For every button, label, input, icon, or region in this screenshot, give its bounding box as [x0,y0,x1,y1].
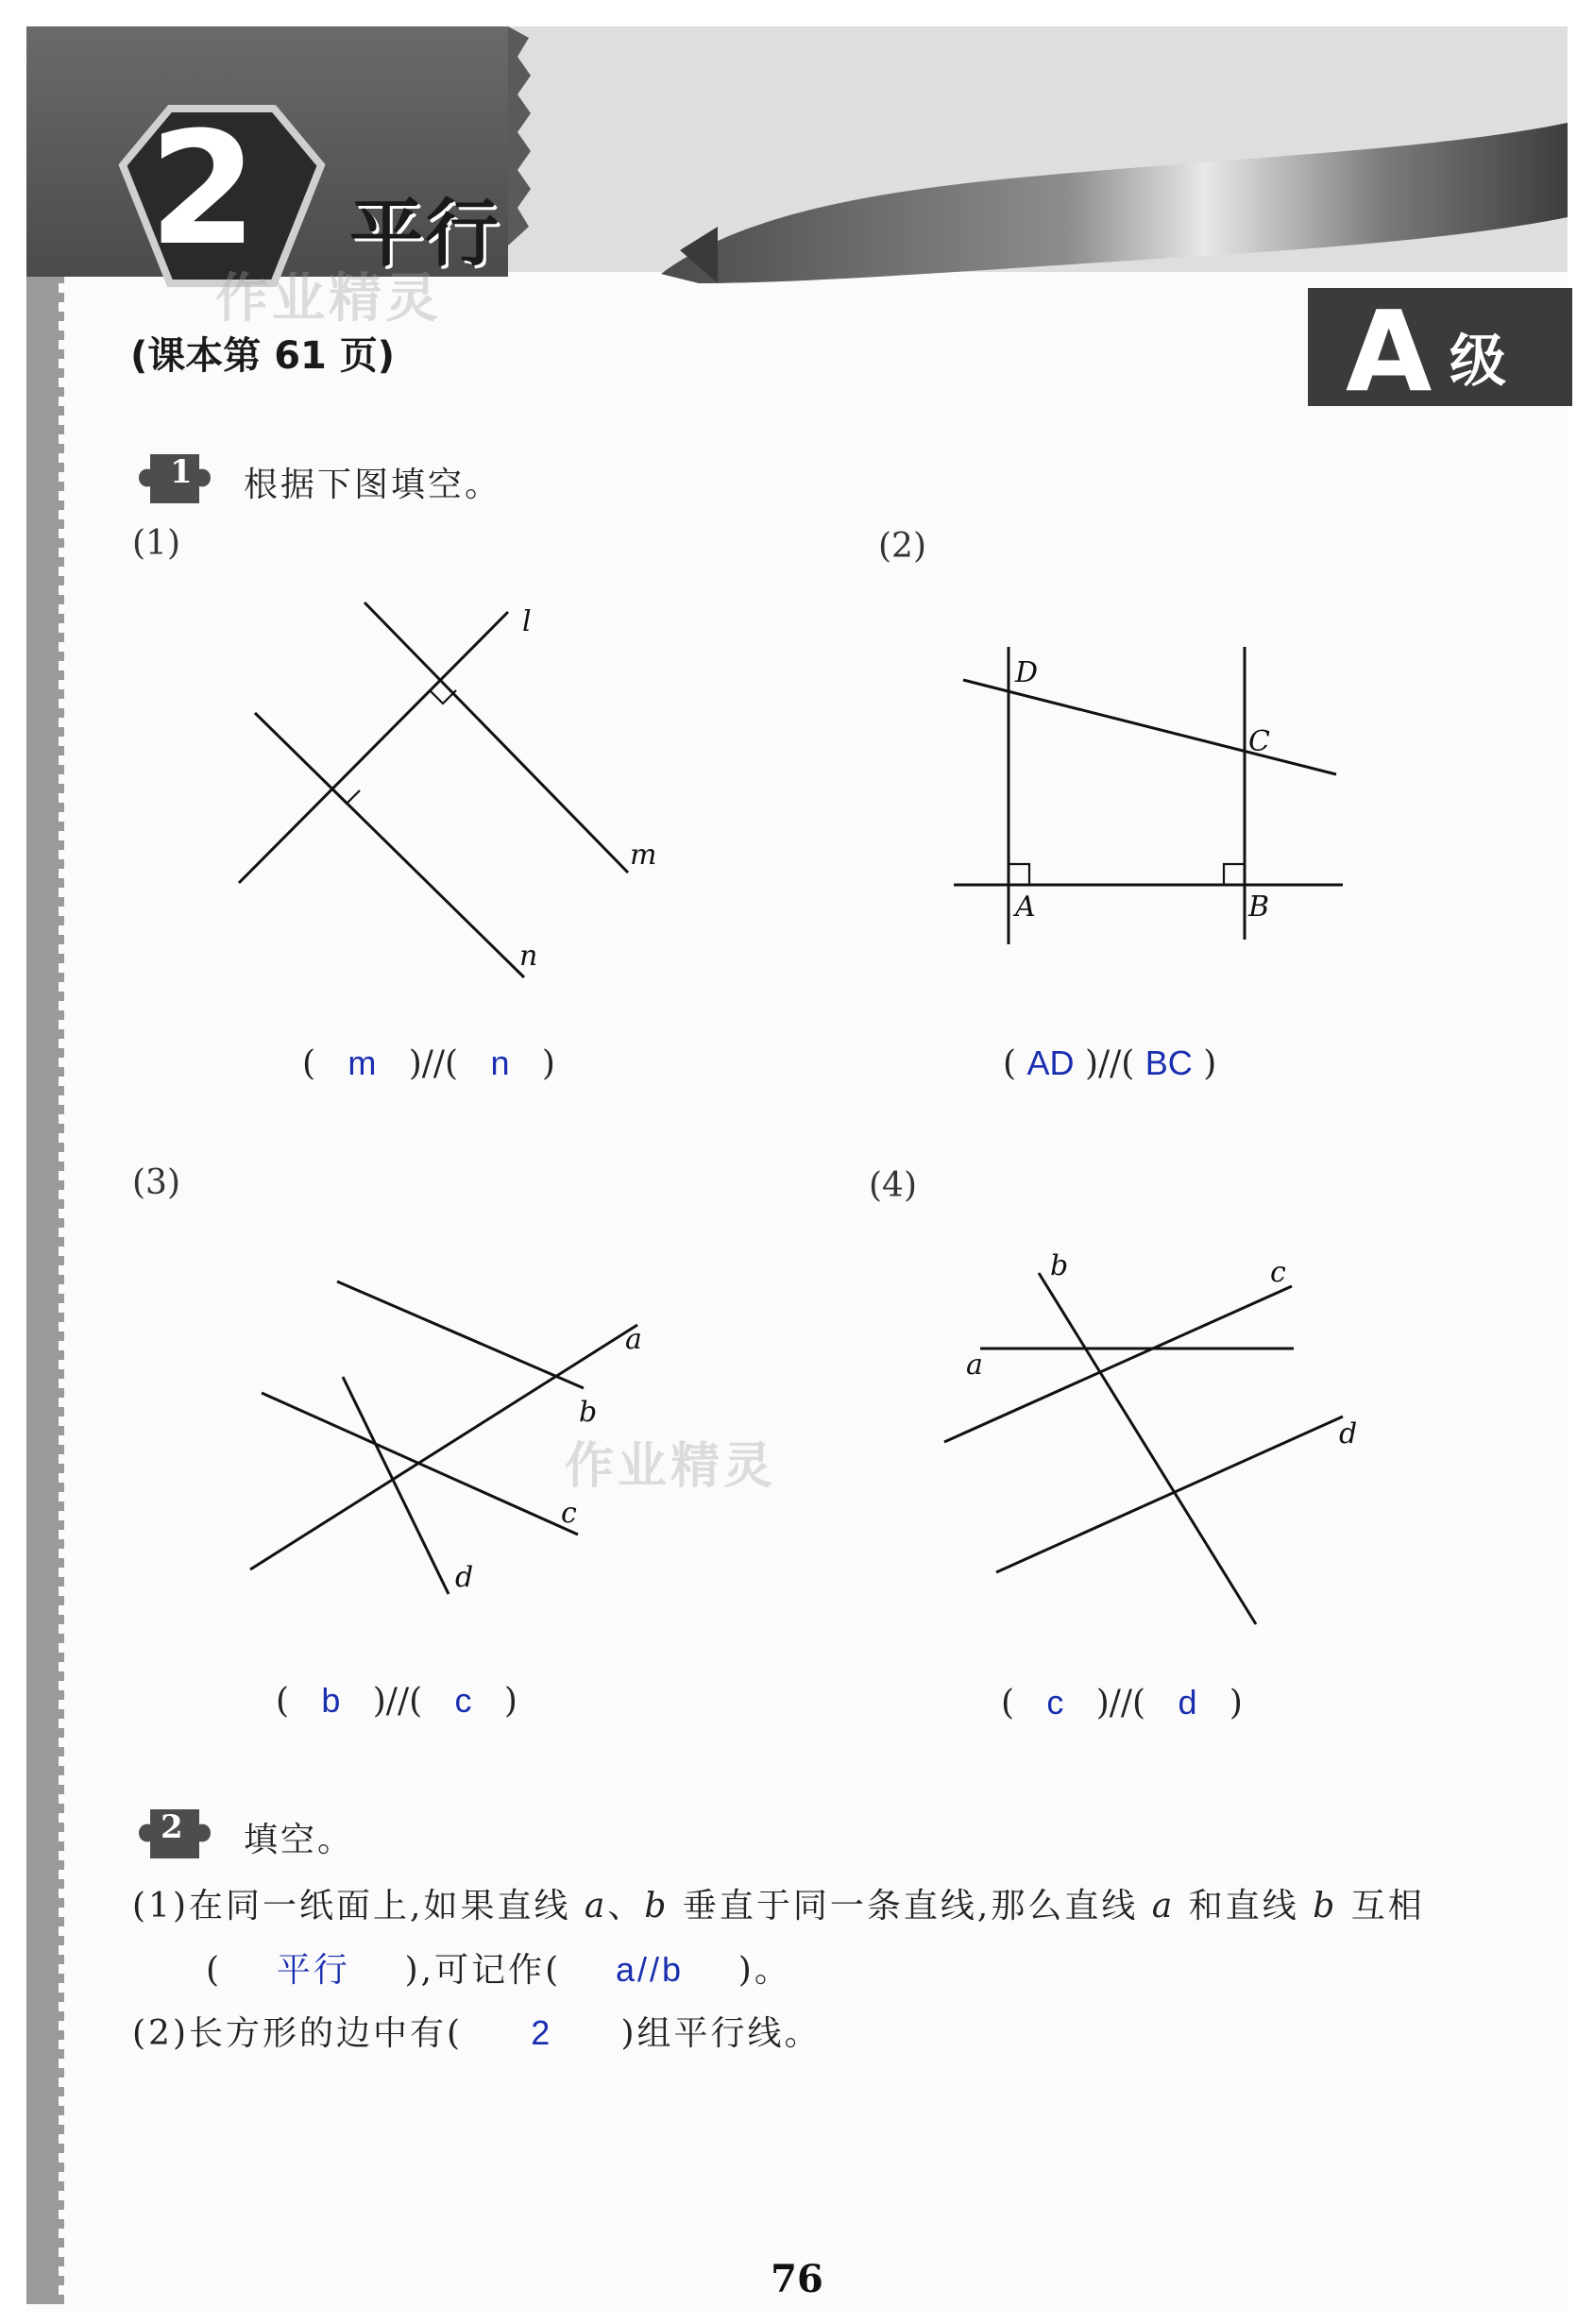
answer-figure-3: ( b )//( c ) [276,1681,517,1721]
answer-3b: c [454,1681,472,1720]
label-b4: b [1050,1249,1069,1282]
right-angle-mark-a [1009,864,1029,885]
label-d4: d [1339,1417,1358,1450]
figure-label-1: (1) [132,524,180,563]
label-l: l [522,605,532,638]
figure-label-4: (4) [869,1166,917,1205]
answer-figure-2: ( AD )//( BC ) [1003,1043,1217,1083]
answer-q2: 2 [531,2013,553,2052]
label-m: m [630,839,657,872]
right-angle-mark-b [1224,864,1245,885]
label-a: a [625,1323,642,1356]
label-n: n [519,940,538,973]
label-c: C [1248,725,1270,758]
line-n [255,713,524,977]
line-dc [963,680,1336,774]
answer-4b: d [1178,1683,1197,1722]
label-a: A [1015,891,1036,924]
answer-1a: m [348,1043,377,1082]
label-b: b [579,1396,598,1429]
label-a4: a [966,1349,983,1382]
label-c: c [561,1497,577,1530]
chapter-number: 2 [148,98,258,280]
answer-figure-4: ( c )//( d ) [1001,1683,1243,1722]
answer-1b: n [490,1043,510,1082]
label-d: D [1015,656,1039,689]
level-letter: A [1346,286,1433,416]
line-m [365,602,628,873]
chapter-title: 平行 [349,192,501,277]
label-c4: c [1270,1256,1286,1289]
line-b [337,1281,584,1388]
question-1-line-2: ( 平行 ),可记作( a//b )。 [206,1950,791,1990]
answer-q1-parallel: 平行 [276,1950,350,1989]
figure-label-3: (3) [132,1163,180,1202]
label-b: B [1248,891,1270,924]
figure-label-2: (2) [878,527,926,566]
line-l [239,612,508,883]
watermark-top: 作业精灵 [215,268,442,330]
answer-figure-1: ( m )//( n ) [302,1043,555,1083]
watermark-middle: 作业精灵 [565,1438,777,1495]
exercise-instruction-2: 填空。 [244,1821,355,1859]
answer-3a: b [321,1681,341,1720]
line-c [262,1393,578,1535]
exercise-number-2: 2 [161,1808,183,1846]
line-d4 [996,1416,1343,1572]
line-d [343,1377,449,1594]
answer-q1-notation: a//b [615,1950,684,1989]
exercise-instruction: 根据下图填空。 [244,466,502,504]
question-2: (2)长方形的边中有( 2 )组平行线。 [132,2013,822,2053]
line-b4 [1039,1273,1256,1624]
answer-2b: BC [1145,1043,1193,1082]
page-number: 76 [771,2257,823,2301]
textbook-page-reference: (课本第 61 页) [130,334,396,378]
line-c4 [944,1286,1292,1442]
answer-2a: AD [1026,1043,1075,1082]
label-d: d [455,1561,474,1594]
exercise-number: 1 [170,453,193,491]
question-1-line-1: (1)在同一纸面上,如果直线 a、b 垂直于同一条直线,那么直线 a 和直线 b 互相 [132,1887,1425,1925]
level-suffix: 级 [1450,329,1506,395]
answer-4a: c [1046,1683,1064,1722]
